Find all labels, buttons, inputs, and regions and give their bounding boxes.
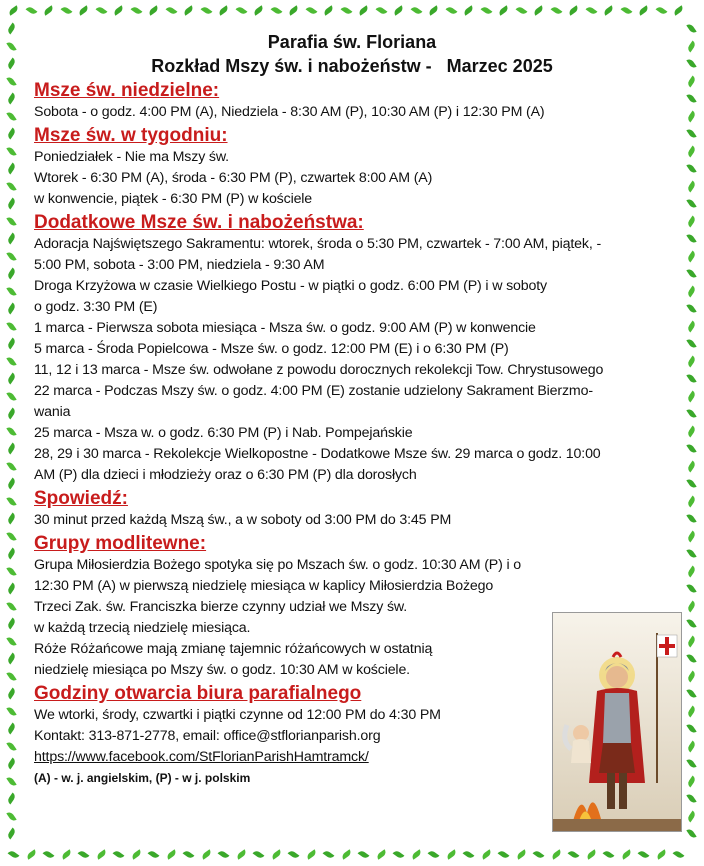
leaf-ornament [165,5,177,15]
leaf-ornament [183,849,195,859]
extra-line: Adoracja Najświętszego Sakramentu: wtorek, środa o 5:30 PM, czwartek - 7:00 AM, piątek, - [34,236,602,252]
extra-line: AM (P) dla dzieci i młodzieży oraz o 6:30 PM (P) dla dorosłych [34,467,417,483]
leaf-ornament [6,233,16,245]
leaf-ornament [6,670,16,682]
leaf-ornament [8,849,20,859]
leaf-ornament [603,849,615,859]
extra-line: wania [34,404,71,420]
leaf-ornament [6,618,16,630]
leaf-ornament [130,5,142,15]
leaf-ornament [235,5,247,15]
leaf-ornament [568,849,580,859]
leaf-ornament [6,355,16,367]
leaf-ornament [393,5,405,15]
leaf-ornament [445,849,457,859]
leaf-ornament [323,5,335,15]
leaf-ornament [686,460,696,472]
leaf-ornament [288,5,300,15]
leaf-ornament [686,128,696,140]
schedule-subtitle: Rozkład Mszy św. i nabożeństw - Marzec 2025 [151,56,553,76]
prayer-heading: Grupy modlitewne: [34,533,207,554]
leaf-ornament [130,849,142,859]
leaf-ornament [288,849,300,859]
leaf-ornament [686,530,696,542]
prayer-line: Róże Różańcowe mają zmianę tajemnic różańcowych w ostatnią [34,641,433,657]
leaf-ornament [6,653,16,665]
leaf-ornament [6,390,16,402]
leaf-ornament [60,849,72,859]
leaf-ornament [25,5,37,15]
leaf-ornament [686,565,696,577]
leaf-ornament [6,128,16,140]
leaf-ornament [6,215,16,227]
leaf-ornament [686,775,696,787]
leaf-ornament [686,163,696,175]
weekday-line: w konwencie, piątek - 6:30 PM (P) w kościele [34,191,313,207]
confession-heading: Spowiedź: [34,488,128,509]
saint-florian-illustration [553,613,681,831]
parish-title: Parafia św. Floriana [267,32,437,52]
leaf-ornament [6,338,16,350]
extra-line: 22 marca - Podczas Mszy św. o godz. 4:00 PM (E) zostanie udzielony Sakrament Bierzmo- [34,383,593,399]
leaf-ornament [6,635,16,647]
leaf-ornament [686,408,696,420]
leaf-ornament [463,849,475,859]
leaf-ornament [6,145,16,157]
leaf-ornament [6,268,16,280]
leaf-ornament [686,635,696,647]
leaf-ornament [445,5,457,15]
leaf-ornament [6,810,16,822]
leaf-ornament [686,513,696,525]
leaf-ornament [6,180,16,192]
extra-line: 28, 29 i 30 marca - Rekolekcje Wielkopostne - Dodatkowe Msze św. 29 marca o godz. 10:00 [34,446,601,462]
leaf-ornament [686,425,696,437]
language-legend: (A) - w. j. angielskim, (P) - w j. polskim [34,771,251,785]
leaf-ornament [6,723,16,735]
leaf-ornament [686,180,696,192]
weekday-line: Wtorek - 6:30 PM (A), środa - 6:30 PM (P), czwartek 8:00 AM (A) [34,170,433,186]
leaf-ornament [686,810,696,822]
leaf-ornament [410,5,422,15]
leaf-ornament [686,618,696,630]
leaf-ornament [533,5,545,15]
leaf-ornament [686,23,696,35]
leaf-ornament [305,849,317,859]
leaf-ornament [686,548,696,560]
leaf-ornament [78,849,90,859]
confession-line: 30 minut przed każdą Mszą św., a w soboty od 3:00 PM do 3:45 PM [34,512,452,528]
leaf-ornament [686,268,696,280]
prayer-line: Grupa Miłosierdzia Bożego spotyka się po Mszach św. o godz. 10:30 AM (P) i o [34,557,521,573]
office-hours-line: We wtorki, środy, czwartki i piątki czynne od 12:00 PM do 4:30 PM [34,707,441,723]
leaf-ornament [95,5,107,15]
leaf-ornament [113,849,125,859]
leaf-ornament [620,5,632,15]
leaf-ornament [235,849,247,859]
leaf-ornament [148,849,160,859]
leaf-ornament [165,849,177,859]
prayer-line: Trzeci Zak. św. Franciszka bierze czynny udział we Mszy św. [34,599,407,615]
leaf-ornament [305,5,317,15]
leaf-ornament [148,5,160,15]
leaf-ornament [686,600,696,612]
leaf-ornament [686,233,696,245]
office-contact-line: Kontakt: 313-871-2778, email: office@stflorianparish.org [34,728,381,744]
leaf-ornament [480,849,492,859]
leaf-ornament [6,40,16,52]
leaf-ornament [686,198,696,210]
leaf-ornament [686,723,696,735]
leaf-ornament [686,40,696,52]
leaf-ornament [6,320,16,332]
leaf-ornament [113,5,125,15]
leaf-ornament [686,758,696,770]
leaf-ornament [6,285,16,297]
leaf-ornament [25,849,37,859]
leaf-ornament [686,250,696,262]
leaf-ornament [686,93,696,105]
leaf-ornament [393,849,405,859]
sunday-line: Sobota - o godz. 4:00 PM (A), Niedziela - 8:30 AM (P), 10:30 AM (P) i 12:30 PM (A) [34,104,545,120]
leaf-ornament [638,849,650,859]
leaf-ornament [6,460,16,472]
leaf-ornament [6,530,16,542]
leaf-ornament [686,793,696,805]
leaf-ornament [480,5,492,15]
leaf-ornament [686,373,696,385]
leaf-ornament [686,390,696,402]
leaf-ornament [270,5,282,15]
leaf-ornament [6,163,16,175]
leaf-ornament [253,849,265,859]
leaf-ornament [655,5,667,15]
leaf-ornament [6,758,16,770]
leaf-ornament [585,849,597,859]
leaf-ornament [620,849,632,859]
leaf-ornament [6,58,16,70]
leaf-ornament [686,670,696,682]
leaf-ornament [6,373,16,385]
leaf-ornament [375,5,387,15]
leaf-ornament [6,740,16,752]
prayer-line: 12:30 PM (A) w pierwszą niedzielę miesiąca w kaplicy Miłosierdzia Bożego [34,578,494,594]
leaf-ornament [655,849,667,859]
leaf-ornament [8,5,20,15]
leaf-ornament [428,5,440,15]
leaf-ornament [6,688,16,700]
office-heading: Godziny otwarcia biura parafialnego [34,683,362,704]
extra-heading: Dodatkowe Msze św. i nabożeństwa: [34,212,364,233]
leaf-ornament [673,849,685,859]
weekday-heading: Msze św. w tygodniu: [34,125,228,146]
leaf-ornament [686,285,696,297]
leaf-ornament [533,849,545,859]
leaf-ornament [686,705,696,717]
leaf-ornament [686,653,696,665]
leaf-ornament [253,5,265,15]
extra-line: 1 marca - Pierwsza sobota miesiąca - Msza św. o godz. 9:00 AM (P) w konwencie [34,320,536,336]
leaf-ornament [686,75,696,87]
leaf-ornament [498,849,510,859]
leaf-ornament [323,849,335,859]
leaf-ornament [585,5,597,15]
leaf-ornament [686,443,696,455]
leaf-ornament [686,495,696,507]
sunday-heading: Msze św. niedzielne: [34,80,220,101]
leaf-ornament [6,600,16,612]
leaf-ornament [686,338,696,350]
leaf-ornament [358,849,370,859]
leaf-ornament [60,5,72,15]
leaf-ornament [6,828,16,840]
leaf-ornament [340,5,352,15]
leaf-ornament [686,320,696,332]
leaf-ornament [6,198,16,210]
leaf-ornament [686,58,696,70]
leaf-ornament [6,303,16,315]
leaf-ornament [6,250,16,262]
weekday-line: Poniedziałek - Nie ma Mszy św. [34,149,229,165]
prayer-line: w każdą trzecią niedzielę miesiąca. [34,620,251,636]
leaf-ornament [43,5,55,15]
leaf-ornament [6,478,16,490]
extra-line: Droga Krzyżowa w czasie Wielkiego Postu - w piątki o godz. 6:00 PM (P) i w soboty [34,278,547,294]
saint-florian-image [552,612,682,832]
leaf-ornament [6,705,16,717]
leaf-ornament [6,548,16,560]
leaf-ornament [686,828,696,840]
leaf-ornament [686,740,696,752]
extra-line: o godz. 3:30 PM (E) [34,299,158,315]
leaf-ornament [6,775,16,787]
leaf-ornament [428,849,440,859]
prayer-line: niedzielę miesiąca po Mszy św. o godz. 10:30 AM w kościele. [34,662,410,678]
leaf-ornament [358,5,370,15]
leaf-ornament [673,5,685,15]
leaf-ornament [43,849,55,859]
leaf-ornament [515,5,527,15]
leaf-ornament [550,5,562,15]
extra-line: 11, 12 i 13 marca - Msze św. odwołane z powodu dorocznych rekolekcji Tow. Chrystusowego [34,362,604,378]
leaf-ornament [6,408,16,420]
leaf-ornament [6,110,16,122]
leaf-ornament [603,5,615,15]
leaf-ornament [463,5,475,15]
leaf-ornament [6,513,16,525]
leaf-ornament [686,355,696,367]
leaf-ornament [638,5,650,15]
leaf-ornament [686,215,696,227]
leaf-ornament [686,110,696,122]
leaf-ornament [550,849,562,859]
leaf-ornament [200,849,212,859]
leaf-ornament [6,425,16,437]
leaf-ornament [568,5,580,15]
leaf-ornament [95,849,107,859]
extra-line: 5:00 PM, sobota - 3:00 PM, niedziela - 9:30 AM [34,257,325,273]
leaf-ornament [340,849,352,859]
leaf-ornament [78,5,90,15]
extra-line: 25 marca - Msza w. o godz. 6:30 PM (P) i Nab. Pompejańskie [34,425,413,441]
leaf-ornament [6,565,16,577]
leaf-ornament [270,849,282,859]
leaf-ornament [686,478,696,490]
extra-line: 5 marca - Środa Popielcowa - Msze św. o godz. 12:00 PM (E) i o 6:30 PM (P) [34,341,509,357]
leaf-ornament [686,303,696,315]
leaf-ornament [686,688,696,700]
facebook-link[interactable]: https://www.facebook.com/StFlorianParishHamtramck/ [34,749,369,765]
leaf-ornament [6,793,16,805]
leaf-ornament [686,145,696,157]
leaf-ornament [6,583,16,595]
leaf-ornament [6,75,16,87]
leaf-ornament [498,5,510,15]
leaf-ornament [183,5,195,15]
leaf-ornament [218,849,230,859]
leaf-ornament [6,443,16,455]
leaf-ornament [410,849,422,859]
leaf-ornament [515,849,527,859]
leaf-ornament [6,93,16,105]
leaf-ornament [200,5,212,15]
leaf-ornament [6,23,16,35]
leaf-ornament [218,5,230,15]
leaf-ornament [6,495,16,507]
leaf-ornament [686,583,696,595]
leaf-ornament [375,849,387,859]
